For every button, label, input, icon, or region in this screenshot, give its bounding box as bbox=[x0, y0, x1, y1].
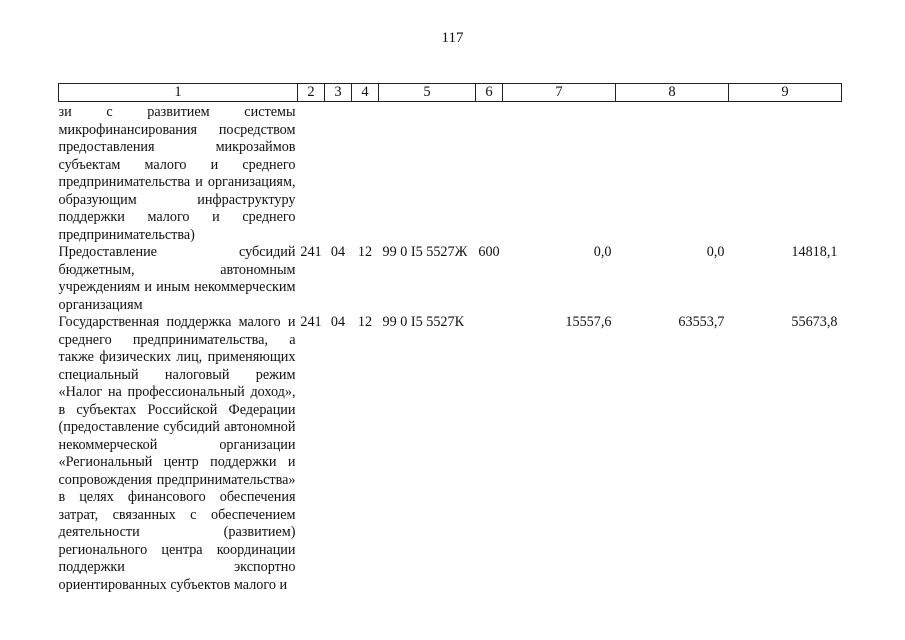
row-value-col8 bbox=[616, 102, 729, 245]
row-section: 04 bbox=[330, 244, 346, 260]
column-number-row bbox=[59, 84, 842, 102]
row-grbs: 241 bbox=[300, 244, 322, 260]
row-value-col8: 0,0 bbox=[706, 244, 725, 260]
row-expense-type bbox=[476, 102, 503, 245]
row-expense-type bbox=[476, 314, 503, 594]
table-row bbox=[59, 102, 842, 245]
column-header-5: 5 bbox=[379, 84, 476, 102]
column-header-9: 9 bbox=[729, 84, 842, 102]
column-header-6: 6 bbox=[476, 84, 503, 102]
row-name: Предоставление субсидий бюджетным, автономным учреждениям и иным некоммерческим организациям bbox=[58, 244, 296, 313]
row-subsection: 12 bbox=[357, 244, 373, 260]
row-section: 04 bbox=[330, 314, 346, 330]
column-header-3: 3 bbox=[325, 84, 352, 102]
row-target-article: 99 0 I5 5527К bbox=[382, 314, 465, 330]
page-number: 117 bbox=[441, 30, 464, 46]
row-expense-type: 600 bbox=[478, 244, 500, 260]
row-grbs: 241 bbox=[300, 314, 322, 330]
row-subsection bbox=[352, 102, 379, 245]
row-value-col9: 14818,1 bbox=[791, 244, 838, 260]
row-grbs bbox=[298, 102, 325, 245]
row-target-article: 99 0 I5 5527Ж bbox=[382, 244, 468, 260]
row-subsection: 12 bbox=[357, 314, 373, 330]
budget-table bbox=[58, 83, 842, 594]
table-row bbox=[59, 314, 842, 594]
column-header-7: 7 bbox=[503, 84, 616, 102]
row-target-article bbox=[379, 102, 476, 245]
row-value-col7: 0,0 bbox=[593, 244, 612, 260]
row-value-col9 bbox=[729, 102, 842, 245]
column-header-4: 4 bbox=[352, 84, 379, 102]
row-value-col7: 15557,6 bbox=[565, 314, 612, 330]
column-header-1: 1 bbox=[59, 84, 298, 102]
row-name: зи с развитием системы микрофинансирования посредством предоставления микрозаймов субъектам малого и среднего предпринимательства и организациям, образующим инфраструктуру поддержки малого и среднего предпринимательства) bbox=[58, 104, 296, 243]
row-value-col9: 55673,8 bbox=[791, 314, 838, 330]
row-name: Государственная поддержка малого и среднего предпринимательства, а также физических лиц, применяющих специальный налоговый режим «Налог на профессиональный доход», в субъектах Российской Федерации (предоставление субсидий автономной некоммерческой организации «Региональный центр поддержки и сопровождения предпринимательства» в целях финансового обеспечения затрат, связанных с обеспечением деятельности (развитием) регионального центра координации поддержки экспортно ориентированных субъектов малого и bbox=[58, 314, 296, 593]
row-section bbox=[325, 102, 352, 245]
column-header-2: 2 bbox=[298, 84, 325, 102]
row-value-col7 bbox=[503, 102, 616, 245]
column-header-8: 8 bbox=[616, 84, 729, 102]
row-value-col8: 63553,7 bbox=[678, 314, 725, 330]
table-row bbox=[59, 244, 842, 314]
